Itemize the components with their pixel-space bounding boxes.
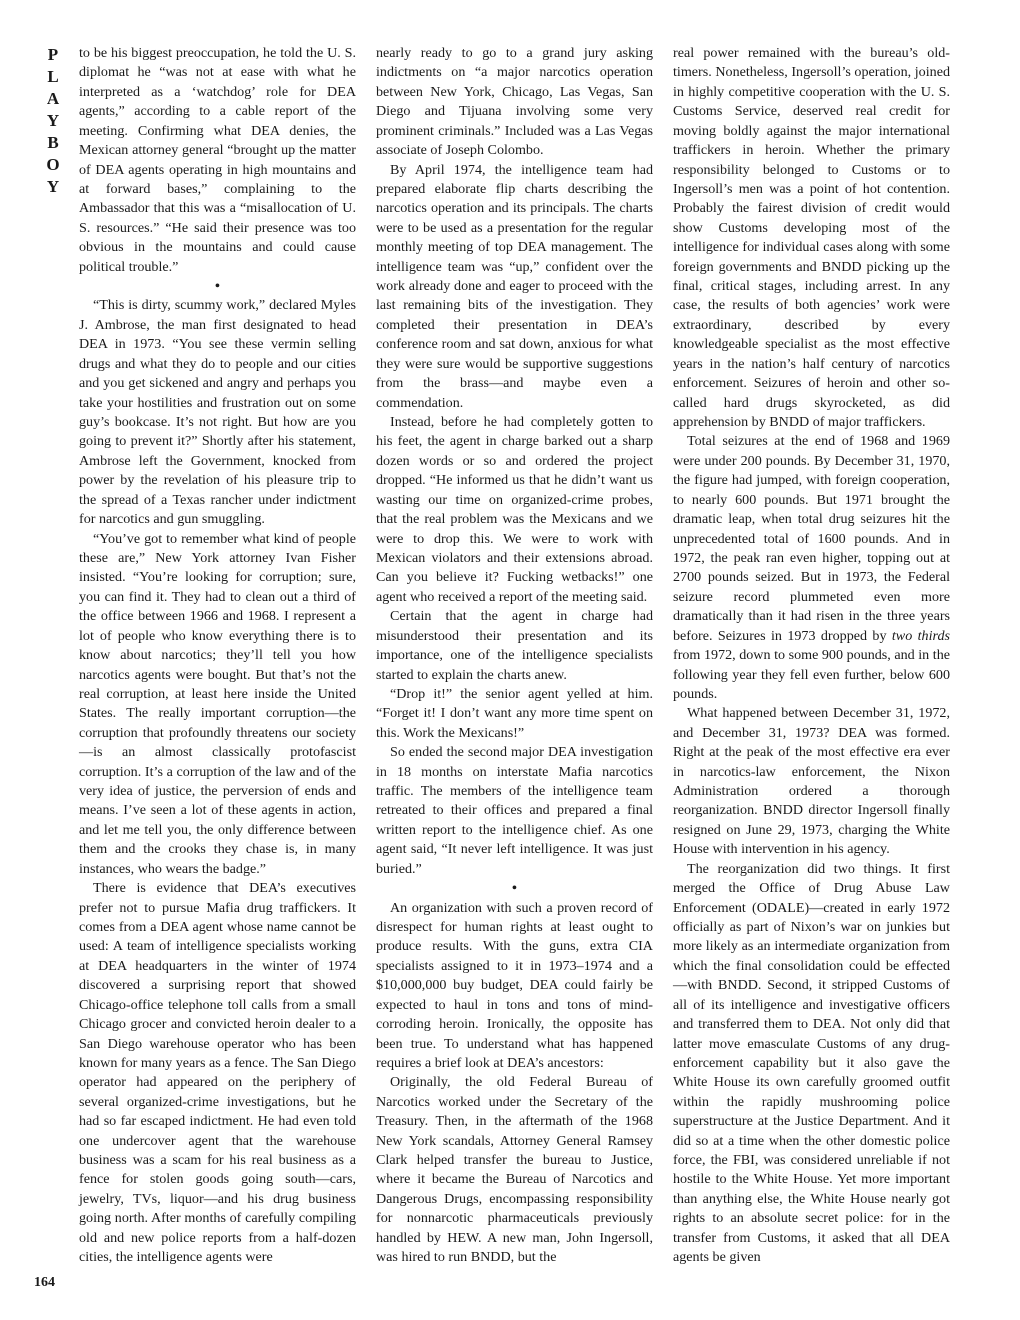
paragraph-text: from 1972, down to some 900 pounds, and in the following year they fell even further, below 600 pounds. bbox=[673, 647, 950, 702]
magazine-name-letter: P bbox=[47, 45, 59, 64]
page-number: 164 bbox=[34, 1275, 55, 1290]
magazine-name-letter: L bbox=[47, 67, 59, 86]
paragraph: Certain that the agent in charge had misunderstood their presentation and its importance, one of the intelligence specialists started to explain the charts anew. bbox=[376, 608, 653, 683]
paragraph: to be his biggest preoccupation, he told the U. S. diplomat he “was not at ease with what he interpreted as a ‘watchdog’ role for DEA agents,” according to a cable report of the meeting. Confirming what DEA denies, the Mexican attorney general “brought up the matter of DEA agents operating in high mountains and at forward bases,” complaining to the Ambassador that this was a “misallocation of U. S. resources.” “He said their presence was too obvious in the mountains and could cause political trouble.” bbox=[79, 45, 356, 275]
article-column-1 bbox=[79, 44, 356, 1268]
magazine-name-letter: A bbox=[46, 89, 60, 108]
section-separator: • bbox=[512, 881, 517, 897]
magazine-name-letter: B bbox=[47, 133, 59, 152]
paragraph: What happened between December 31, 1972, and December 31, 1973? DEA was formed. Right at the peak of the most effective era ever in narcotics-law enforcement, the Nixon Administration ordered a thorough reorganization. BNDD director Ingersoll finally resigned on June 29, 1973, charging the White House with intervention in his agency. bbox=[673, 705, 950, 858]
article-column-2 bbox=[376, 44, 653, 1268]
paragraph: “You’ve got to remember what kind of people these are,” New York attorney Ivan Fisher insisted. “You’re looking for corruption; sure, you can find it. They had to clean out a third of the office between 1966 and 1968. I represent a lot of people who know everything there is to know about narcotics; they’ll tell you how narcotics agents were bought. But that’s not the real corruption, at least here inside the United States. The really important corruption—the corruption that profoundly threatens our society—is an almost classically protofascist corruption. It’s a corruption of the law and of the very idea of justice, the perversion of ends and means. I’ve seen a lot of these agents in action, and let me tell you, the only difference between them and the crooks they chase is, in many instances, who wears the badge.” bbox=[79, 530, 356, 877]
magazine-name-letter: O bbox=[46, 155, 60, 174]
article-column-3 bbox=[673, 44, 950, 1268]
paragraph: “This is dirty, scummy work,” declared Myles J. Ambrose, the man first designated to head DEA in 1973. “You see these vermin selling drugs and what they do to people and our cities and you get sickened and angry and perhaps you take your hostilities and frustration out on some guy’s bookcase. It’s not right. But how are you going to prevent it?” Shortly after his statement, Ambrose left the Government, knocked from power by the revelation of his pleasure trip to the spread of a Texas rancher under indictment for narcotics and gun smuggling. bbox=[79, 297, 356, 528]
paragraph-text: Total seizures at the end of 1968 and 1969 were under 200 pounds. By December 31, 1970, the figure had jumped, with foreign cooperation, to nearly 600 pounds. But 1971 brought the dramatic leap, when total drug seizures hit the unprecedented total of 1600 pounds. And in 1972, the peak ran even higher, topping out at 2700 pounds seized. But in 1973, the Federal seizure record plummeted even more dramatically than it had risen in the three years before. Seizures in 1973 dropped by bbox=[673, 433, 950, 644]
magazine-name-vertical bbox=[40, 44, 66, 198]
paragraph: An organization with such a proven record of disrespect for human rights at least ought to produce results. With the guns, extra CIA specialists assigned to it in 1973–1974 and a $10,000,000 buy budget, DEA could fairly be expected to haul in tons and tons of mind-corroding heroin. Ironically, the opposite has been true. To understand what has happened requires a brief look at DEA’s ancestors: bbox=[376, 899, 653, 1071]
magazine-name-letter: Y bbox=[46, 111, 60, 130]
paragraph: Instead, before he had completely gotten to his feet, the agent in charge barked out a sharp dozen words or so and ordered the project dropped. “He informed us that he didn’t want us wasting our time on organized-crime probes, that the real problem was the Mexicans and we were to drop this. We were to work with Mexican violators and their extensions abroad. Can you believe it? Fucking wetbacks!” one agent who received a report of the meeting said. bbox=[376, 414, 653, 605]
paragraph: The reorganization did two things. It first merged the Office of Drug Abuse Law Enforcement (ODALE)—created in early 1972 officially as part of Nixon’s war on junkies but more likely as an intermediate organization from which the final consolidation could be effected—with BNDD. Second, it stripped Customs of all of its intelligence and investigative officers and transferred them to DEA. Not only did that latter move emasculate Customs of any drug-enforcement capability but it also gave the White House its own carefully groomed outfit within the rapidly mushrooming police superstructure at the Justice Department. And it did so at a time when the other domestic police force, the FBI, was considered unreliable if not hostile to the White House. Yet more important than anything else, the White House nearly got rights to an absolute secret police: for in the transfer from Customs, it asked that all DEA agents be given bbox=[673, 860, 950, 1266]
magazine-name-letter: Y bbox=[46, 177, 60, 196]
paragraph: “Drop it!” the senior agent yelled at him. “Forget it! I don’t want any more time spent on this. Work the Mexicans!” bbox=[376, 685, 653, 741]
paragraph: There is evidence that DEA’s executives prefer not to pursue Mafia drug traffickers. It comes from a DEA agent whose name cannot be used: A team of intelligence specialists working at DEA headquarters in the winter of 1974 discovered a surprising report that showed Chicago-office telephone toll calls from a small Chicago grocer and convicted heroin dealer to a San Diego warehouse operator who has been known for many years as a fence. The San Diego operator had appeared on the periphery of several organized-crime investigations, but he had so far escaped indictment. He had even told one undercover agent that the warehouse business was a scam for his real business as a fence for stolen goods going south—cars, jewelry, TVs, liquor—and his drug business going north. After months of carefully compiling old and new police reports from a half-dozen cities, the intelligence agents were bbox=[79, 880, 356, 1266]
paragraph bbox=[673, 432, 950, 704]
paragraph: So ended the second major DEA investigation in 18 months on interstate Mafia narcotics traffic. The members of the intelligence team retreated to their offices and prepared a final written report to the intelligence chief. As one agent said, “It never left intelligence. It was just buried.” bbox=[376, 744, 653, 877]
paragraph: real power remained with the bureau’s old-timers. Nonetheless, Ingersoll’s operation, joined in highly competitive cooperation with the U. S. Customs Service, deserved real credit for moving boldly against the major international traffickers in heroin. Whether the primary responsibility belonged to Customs or to Ingersoll’s men was a point of hot contention. Probably the fairest division of credit would show Customs developing most of the intelligence for individual cases along with some foreign governments and BNDD picking up the final, critical stages, including arrest. In any case, the results of both agencies’ work were extraordinary, described by every knowledgeable specialist as the most effective years in the nation’s half century of narcotics enforcement. Seizures of heroin and other so-called hard drugs skyrocketed, as did apprehension by BNDD of major traffickers. bbox=[673, 45, 950, 431]
paragraph: nearly ready to go to a grand jury asking indictments on “a major narcotics operation between New York, Chicago, Las Vegas, San Diego and Tijuana involving some very prominent criminals.” Included was a Las Vegas associate of Joseph Colombo. bbox=[376, 45, 653, 159]
paragraph: Originally, the old Federal Bureau of Narcotics worked under the Secretary of the Treasury. Then, in the aftermath of the 1968 New York scandals, Attorney General Ramsey Clark helped transfer the bureau to Justice, where it became the Bureau of Narcotics and Dangerous Drugs, encompassing responsibility for nonnarcotic pharmaceuticals previously handled by HEW. A new man, John Ingersoll, was hired to run BNDD, but the bbox=[376, 1074, 653, 1266]
section-separator: • bbox=[215, 279, 220, 295]
emphasis-text: two thirds bbox=[891, 627, 950, 644]
paragraph: By April 1974, the intelligence team had prepared elaborate flip charts describing the narcotics operation and its principals. The charts were to be used as a presentation for the regular monthly meeting of top DEA management. The intelligence team was “up,” confident over the work already done and eager to proceed with the last remaining bits of the investigation. They completed their presentation in DEA’s conference room and sat down, anxious for what they were sure would be supportive suggestions from the brass—and maybe even a commendation. bbox=[376, 161, 653, 411]
